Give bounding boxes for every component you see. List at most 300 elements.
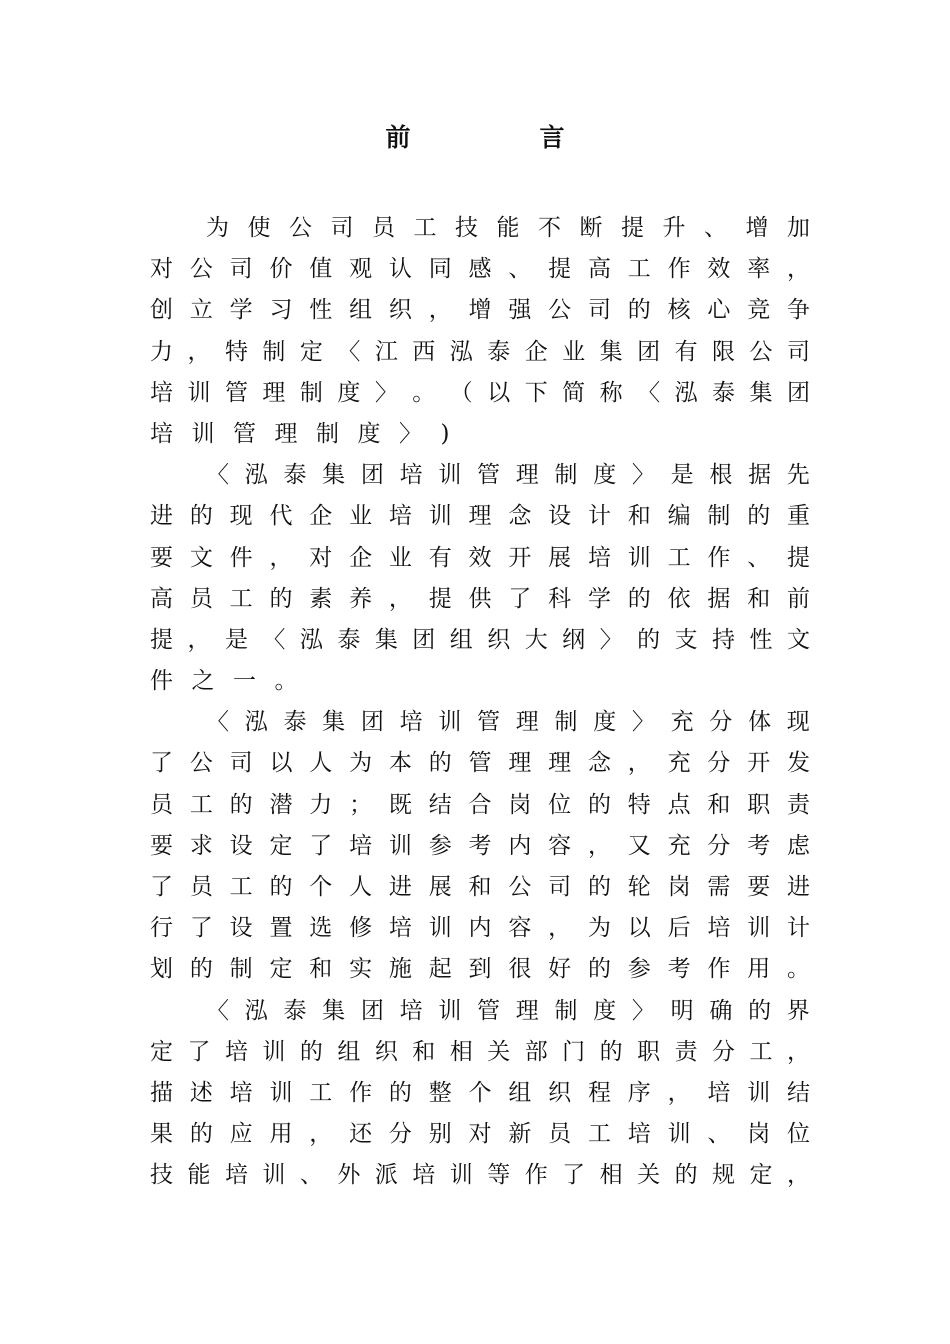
text-char: 对 <box>150 256 173 283</box>
text-char: 内 <box>468 915 492 942</box>
text-char: 培 <box>388 503 412 530</box>
text-char: 使 <box>247 215 271 241</box>
text-char: 的 <box>627 585 651 612</box>
text-char: 述 <box>189 1079 213 1106</box>
text-char: 制 <box>262 338 286 365</box>
text-char: 培 <box>224 1038 248 1065</box>
text-char: 要 <box>150 832 173 859</box>
text-char: 分 <box>709 709 733 736</box>
text-char: 培 <box>399 462 423 489</box>
text-char: 提 <box>548 256 572 283</box>
text-char: 培 <box>587 544 611 571</box>
text-char: 集 <box>599 338 623 365</box>
text-char: 选 <box>309 915 333 942</box>
text-char: 根 <box>709 462 733 489</box>
text-char: 的 <box>229 791 253 818</box>
text-char: 〉 <box>631 997 655 1024</box>
text-char: 定 <box>150 1038 173 1065</box>
text-line <box>150 1073 810 1114</box>
text-char: 有 <box>428 544 452 571</box>
text-char: 了 <box>508 585 532 612</box>
text-char: 培 <box>399 997 423 1024</box>
text-char: 提 <box>150 626 173 653</box>
text-char: 念 <box>587 750 611 777</box>
text-char: 工 <box>749 1038 773 1065</box>
text-char: 司 <box>786 338 810 365</box>
text-char: 〉 <box>631 462 655 489</box>
text-char: 点 <box>667 791 691 818</box>
text-line <box>150 496 810 537</box>
text-char: 岗 <box>747 1121 771 1148</box>
text-char: 提 <box>428 585 452 612</box>
text-char: 司 <box>587 297 611 324</box>
text-char: 认 <box>388 256 412 283</box>
text-char: 展 <box>548 544 572 571</box>
text-char: 了 <box>150 874 173 900</box>
text-line <box>150 1032 810 1073</box>
text-char: ， <box>667 1079 691 1106</box>
text-char: 职 <box>747 791 771 818</box>
text-char: 依 <box>667 585 691 612</box>
text-char: 门 <box>562 1038 586 1065</box>
text-char: 升 <box>662 215 686 241</box>
text-char: ) <box>440 420 450 447</box>
text-char: 据 <box>748 462 772 489</box>
text-char: 置 <box>269 915 293 942</box>
text-char: 业 <box>562 338 586 365</box>
text-char: 泰 <box>283 462 307 489</box>
text-char: 关 <box>637 1162 661 1189</box>
text-char: 新 <box>508 1121 532 1148</box>
text-char: 〉 <box>399 420 422 447</box>
text-char: 的 <box>587 956 611 983</box>
text-char: 定 <box>269 832 293 859</box>
text-char: 的 <box>269 585 293 612</box>
text-char: 员 <box>372 215 395 241</box>
text-char: 同 <box>428 256 452 283</box>
text-char: 定 <box>269 956 293 983</box>
text-char: 理 <box>262 379 286 406</box>
text-char: 需 <box>707 874 731 900</box>
text-char: 高 <box>150 585 173 612</box>
text-char: ， <box>428 297 452 324</box>
text-char: 划 <box>150 956 173 983</box>
text-char: 大 <box>524 626 548 653</box>
text-char: 织 <box>388 297 412 324</box>
text-char: 培 <box>412 1162 436 1189</box>
text-char: ， <box>187 626 211 653</box>
text-char: 训 <box>428 915 452 942</box>
text-char: 集 <box>322 997 346 1024</box>
text-char: 充 <box>667 750 691 777</box>
text-char: 工 <box>229 874 253 900</box>
text-char: 责 <box>674 1038 698 1065</box>
text-char: 纲 <box>562 626 586 653</box>
text-char: 用 <box>747 956 771 983</box>
text-char: 充 <box>667 832 691 859</box>
text-char: 相 <box>599 1162 623 1189</box>
text-char: 学 <box>587 585 611 612</box>
text-char: 制 <box>554 462 578 489</box>
text-char: 竞 <box>747 297 771 324</box>
text-char: 定 <box>749 1162 773 1189</box>
text-char: 训 <box>449 1162 473 1189</box>
text-char: 先 <box>786 462 810 489</box>
text-char: 织 <box>548 1079 572 1106</box>
text-char: 理 <box>274 420 298 447</box>
text-char: 泰 <box>337 626 361 653</box>
text-char: 织 <box>487 626 511 653</box>
text-char: 工 <box>413 215 437 241</box>
text-char: 序 <box>627 1079 651 1106</box>
text-char: 业 <box>349 503 373 530</box>
text-char: 〈 <box>206 462 229 489</box>
text-char: 派 <box>374 1162 398 1189</box>
text-char: 很 <box>508 956 532 983</box>
text-char: 前 <box>787 585 810 612</box>
text-char: 训 <box>438 709 462 736</box>
text-char: 能 <box>496 215 520 241</box>
text-char: 工 <box>309 1079 333 1106</box>
text-char: 供 <box>468 585 492 612</box>
text-char: 习 <box>269 297 293 324</box>
text-char: 的 <box>748 997 772 1024</box>
text-char: 的 <box>599 1038 623 1065</box>
text-char: 泓 <box>244 462 268 489</box>
text-char: 员 <box>548 1121 572 1148</box>
text-char: 结 <box>787 1079 810 1106</box>
text-line <box>150 290 810 331</box>
text-char: 念 <box>508 503 532 530</box>
text-char: 心 <box>707 297 731 324</box>
text-char: 泓 <box>244 997 268 1024</box>
text-char: 织 <box>374 1038 398 1065</box>
text-char: 江 <box>374 338 398 365</box>
text-char: 技 <box>150 1162 173 1189</box>
text-char: 限 <box>712 338 736 365</box>
text-char: 要 <box>150 544 173 571</box>
text-char: 和 <box>468 874 492 900</box>
text-char: 合 <box>468 791 492 818</box>
text-char: 工 <box>667 544 691 571</box>
text-char: 作 <box>707 544 731 571</box>
text-char: ， <box>587 832 611 859</box>
text-char: 容 <box>508 915 532 942</box>
text-char: 制 <box>554 709 578 736</box>
text-char: 断 <box>579 215 603 241</box>
text-char: 泓 <box>674 379 698 406</box>
text-char: 业 <box>388 544 412 571</box>
text-char: 、 <box>508 256 532 283</box>
text-char: 计 <box>587 503 611 530</box>
text-line <box>150 332 810 373</box>
text-char: 理 <box>515 709 539 736</box>
text-char: 价 <box>269 256 293 283</box>
text-char: 、 <box>299 1162 323 1189</box>
text-char: 训 <box>388 832 412 859</box>
text-line <box>150 826 810 867</box>
text-char: 人 <box>349 874 373 900</box>
text-line <box>150 991 810 1032</box>
text-char: 度 <box>357 420 381 447</box>
text-line <box>150 373 810 414</box>
text-char: 制 <box>229 956 253 983</box>
text-line <box>150 949 810 990</box>
text-char: 设 <box>229 832 253 859</box>
text-line <box>150 620 810 661</box>
text-char: 性 <box>309 297 333 324</box>
text-char: 训 <box>428 503 452 530</box>
text-char: 的 <box>627 297 651 324</box>
text-char: 制 <box>707 503 731 530</box>
text-char: 组 <box>508 1079 532 1106</box>
text-char: 为 <box>587 915 611 942</box>
text-char: 以 <box>627 915 651 942</box>
text-char: 培 <box>707 915 731 942</box>
text-char: 〉 <box>599 626 623 653</box>
text-char: 体 <box>748 709 772 736</box>
text-char: 果 <box>150 1121 173 1148</box>
text-char: 。 <box>274 668 298 695</box>
text-char: 〈 <box>337 338 361 365</box>
text-char: 现 <box>786 709 810 736</box>
text-char: 责 <box>787 791 810 818</box>
text-char: 培 <box>229 1079 253 1106</box>
text-char: 企 <box>309 503 333 530</box>
text-char: 的 <box>587 791 611 818</box>
text-char: 力 <box>150 338 173 365</box>
text-char: 制 <box>299 379 323 406</box>
text-char: 作 <box>524 1162 548 1189</box>
text-char: （ <box>449 379 473 406</box>
text-char: 核 <box>667 297 691 324</box>
text-char: 要 <box>747 874 771 900</box>
text-char: 进 <box>388 874 412 900</box>
text-char: 效 <box>468 544 492 571</box>
text-char: 公 <box>189 256 213 283</box>
text-char: 设 <box>229 915 253 942</box>
text-char: 公 <box>548 297 572 324</box>
text-char: 集 <box>749 379 773 406</box>
text-char: 的 <box>674 1162 698 1189</box>
text-char: 泓 <box>244 709 268 736</box>
text-char: 对 <box>468 1121 492 1148</box>
text-char: 培 <box>150 379 173 406</box>
text-char: 集 <box>374 626 398 653</box>
text-char: 应 <box>229 1121 253 1148</box>
text-char: ， <box>388 585 412 612</box>
text-char: 理 <box>468 503 492 530</box>
text-line <box>150 208 810 249</box>
text-char: 养 <box>349 585 373 612</box>
text-char: 的 <box>587 874 611 900</box>
text-char: 培 <box>388 915 412 942</box>
text-char: 和 <box>309 956 333 983</box>
text-char: 司 <box>229 750 253 777</box>
text-char: 编 <box>667 503 691 530</box>
text-line <box>150 785 810 826</box>
text-line <box>150 1155 810 1196</box>
text-char: 充 <box>670 709 694 736</box>
text-char: 了 <box>187 1038 211 1065</box>
text-char: 和 <box>707 791 731 818</box>
text-char: 位 <box>787 1121 810 1148</box>
text-char: 是 <box>670 462 694 489</box>
text-char: 考 <box>747 832 771 859</box>
text-char: 轮 <box>627 874 651 900</box>
text-char: ， <box>309 1121 333 1148</box>
text-line <box>150 661 810 702</box>
text-char: 〈 <box>262 626 286 653</box>
text-char: 考 <box>667 956 691 983</box>
text-char: ， <box>787 256 810 283</box>
text-line <box>150 867 810 908</box>
text-char: 相 <box>449 1038 473 1065</box>
text-char: 作 <box>349 1079 373 1106</box>
text-char: 程 <box>587 1079 611 1106</box>
text-char: ， <box>627 750 651 777</box>
text-char: 团 <box>637 338 661 365</box>
text-char: 分 <box>707 832 731 859</box>
text-char: 外 <box>337 1162 361 1189</box>
text-char: 后 <box>667 915 691 942</box>
text-char: 高 <box>587 256 611 283</box>
text-char: 称 <box>599 379 623 406</box>
text-char: 作 <box>667 256 691 283</box>
text-char: 能 <box>187 1162 211 1189</box>
text-char: ， <box>786 1162 810 1189</box>
text-char: 的 <box>428 750 452 777</box>
text-char: 又 <box>627 832 651 859</box>
text-char: 企 <box>349 544 373 571</box>
text-char: 分 <box>712 1038 736 1065</box>
text-char: 公 <box>508 874 532 900</box>
text-char: 以 <box>269 750 293 777</box>
text-char: 整 <box>428 1079 452 1106</box>
text-char: 了 <box>309 832 333 859</box>
text-char: 团 <box>360 997 384 1024</box>
text-char: 度 <box>593 462 617 489</box>
text-char: 进 <box>150 503 173 530</box>
text-char: 培 <box>707 1079 731 1106</box>
text-char: 工 <box>587 1121 611 1148</box>
text-char: 值 <box>309 256 333 283</box>
text-char: 定 <box>299 338 323 365</box>
text-char: 个 <box>468 1079 492 1106</box>
text-char: 效 <box>707 256 731 283</box>
text-char: 不 <box>538 215 561 241</box>
text-char: 学 <box>229 297 253 324</box>
text-char: 岗 <box>667 874 691 900</box>
text-char: 团 <box>412 626 436 653</box>
text-char: 等 <box>487 1162 511 1189</box>
text-char: 泓 <box>449 338 473 365</box>
text-char: 特 <box>224 338 248 365</box>
text-char: 管 <box>477 462 501 489</box>
text-char: 提 <box>621 215 644 241</box>
text-char: 。 <box>412 379 436 406</box>
text-char: 员 <box>150 791 173 818</box>
text-char: 观 <box>349 256 373 283</box>
text-char: 关 <box>487 1038 511 1065</box>
text-char: 训 <box>269 1079 293 1106</box>
text-char: 管 <box>224 379 248 406</box>
text-line <box>150 579 810 620</box>
text-char: 强 <box>508 297 532 324</box>
text-char: 部 <box>524 1038 548 1065</box>
text-char: 〈 <box>206 997 229 1024</box>
text-char: 。 <box>787 956 810 983</box>
text-char: 的 <box>388 1079 412 1106</box>
text-char: 工 <box>229 585 253 612</box>
text-char: 素 <box>309 585 333 612</box>
text-char: 泰 <box>712 379 736 406</box>
text-char: 培 <box>349 832 373 859</box>
text-char: 本 <box>388 750 412 777</box>
text-char: 持 <box>712 626 736 653</box>
text-char: 训 <box>627 544 651 571</box>
text-char: 西 <box>412 338 436 365</box>
text-char: 明 <box>670 997 694 1024</box>
text-char: 泓 <box>299 626 323 653</box>
text-char: 训 <box>191 420 215 447</box>
text-char: 用 <box>269 1121 293 1148</box>
text-char: 件 <box>229 544 253 571</box>
page-title: 前 言 <box>385 123 617 152</box>
text-char: 训 <box>262 1162 286 1189</box>
text-char: 管 <box>233 420 256 447</box>
text-char: 训 <box>187 379 211 406</box>
text-char: 和 <box>627 503 651 530</box>
text-char: 科 <box>548 585 572 612</box>
text-char: 确 <box>709 997 733 1024</box>
text-char: 工 <box>627 256 651 283</box>
text-char: 为 <box>206 215 229 241</box>
text-char: 文 <box>189 544 213 571</box>
text-line <box>150 908 810 949</box>
text-line <box>150 743 810 784</box>
text-char: 进 <box>787 874 810 900</box>
text-char: 现 <box>229 503 253 530</box>
text-char: 重 <box>787 503 810 530</box>
text-char: 理 <box>548 750 572 777</box>
text-char: 内 <box>508 832 532 859</box>
text-char: 立 <box>189 297 213 324</box>
text-char: 潜 <box>269 791 293 818</box>
text-char: 团 <box>360 709 384 736</box>
text-char: 分 <box>707 750 731 777</box>
text-char: 界 <box>786 997 810 1024</box>
text-char: 以 <box>487 379 511 406</box>
text-char: 考 <box>468 832 492 859</box>
text-char: 增 <box>468 297 492 324</box>
text-char: 、 <box>704 215 727 241</box>
text-char: ， <box>548 915 572 942</box>
text-char: 组 <box>449 626 473 653</box>
text-char: 开 <box>508 544 532 571</box>
text-char: 培 <box>224 1162 248 1189</box>
text-char: 率 <box>747 256 771 283</box>
text-char: 培 <box>399 709 423 736</box>
text-char: 训 <box>747 915 771 942</box>
text-char: 组 <box>349 297 373 324</box>
text-char: 还 <box>349 1121 373 1148</box>
text-char: 下 <box>524 379 548 406</box>
preface-body <box>150 208 810 1197</box>
text-char: 度 <box>337 379 361 406</box>
text-char: 展 <box>428 874 452 900</box>
text-char: 泰 <box>487 338 511 365</box>
